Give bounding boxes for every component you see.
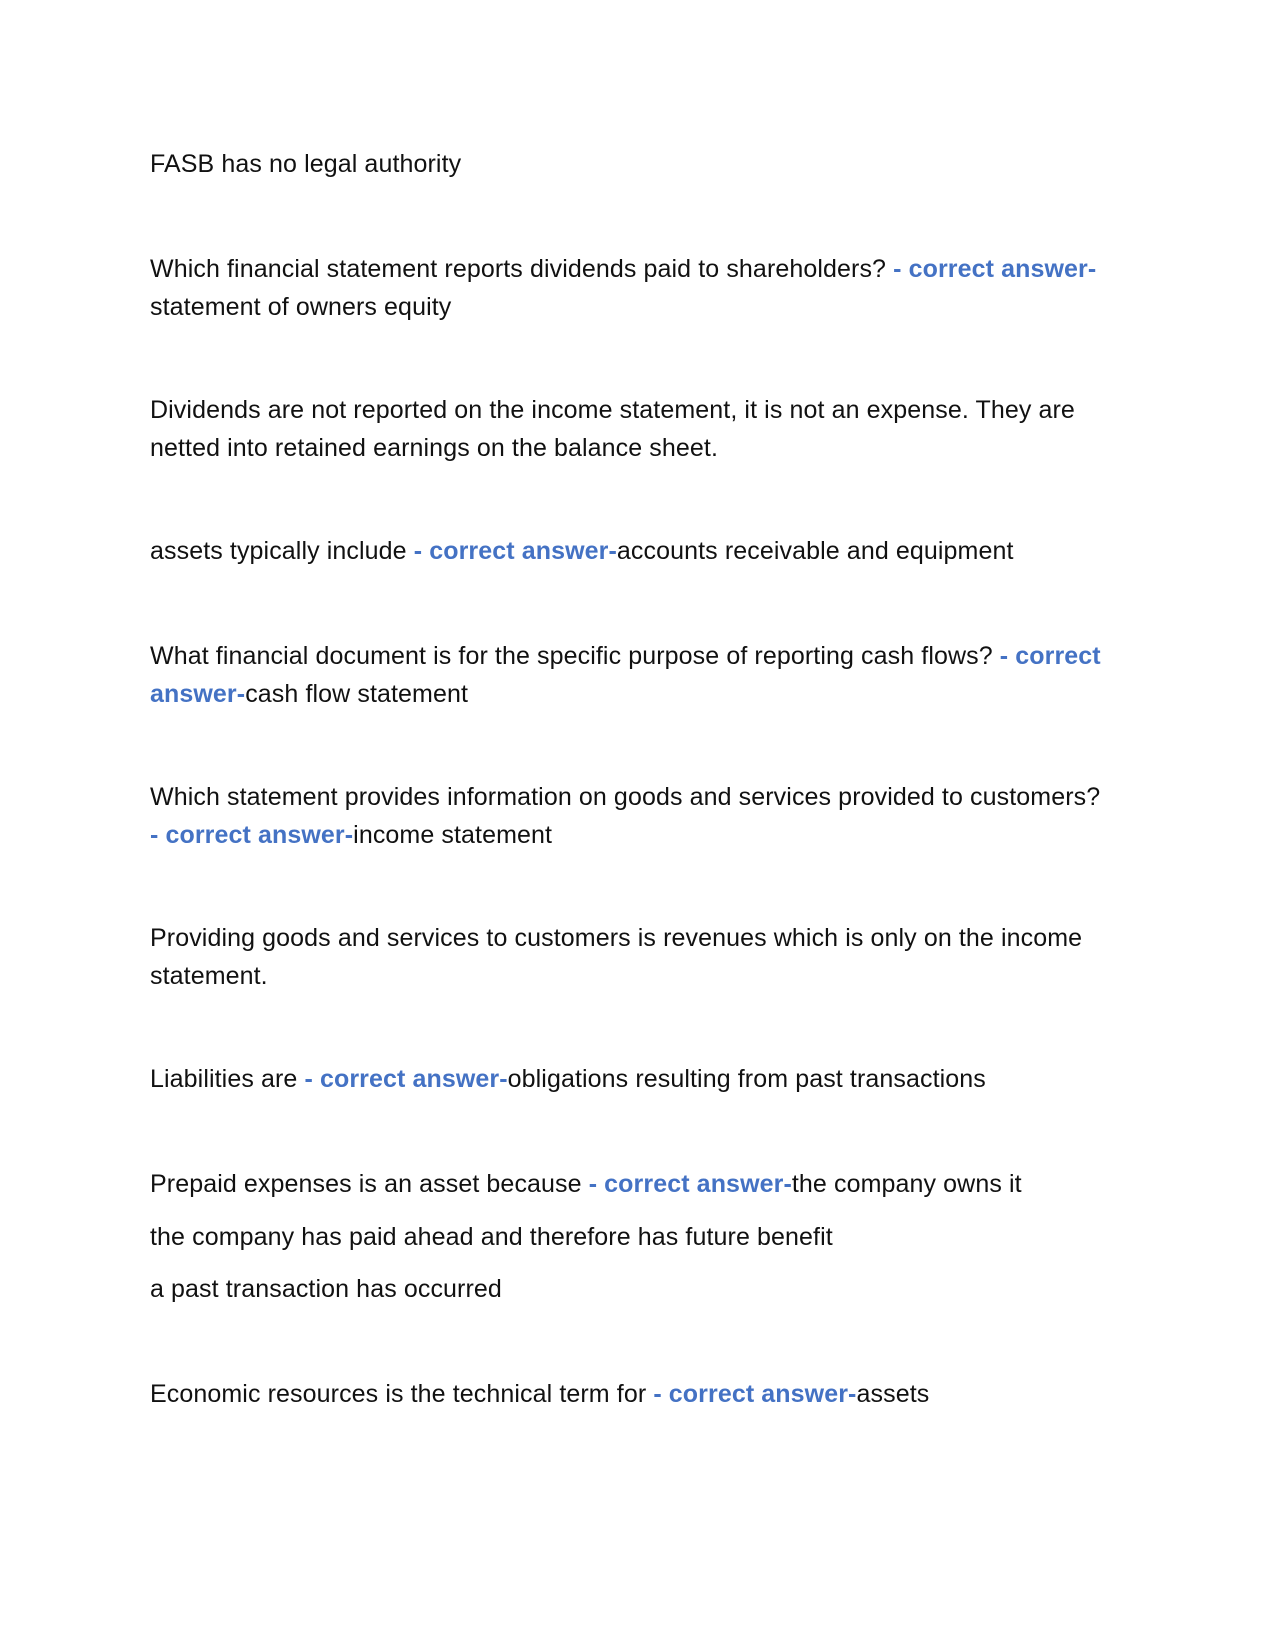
qa-item-goods-services xyxy=(150,778,1110,854)
statement-text: a past transaction has occurred xyxy=(150,1275,502,1303)
qa-item-economic-resources xyxy=(150,1375,1110,1413)
question-text: Prepaid expenses is an asset because xyxy=(150,1170,589,1198)
question-text: What financial document is for the specific purpose of reporting cash flows? xyxy=(150,642,1000,670)
answer-text: assets xyxy=(856,1380,930,1408)
question-text: Which statement provides information on goods and services provided to customers? xyxy=(150,783,1101,811)
qa-item-cash-flows xyxy=(150,637,1110,713)
correct-answer-label: - correct answer- xyxy=(413,537,617,565)
paragraph-10 xyxy=(150,1218,1110,1256)
qa-item-liabilities xyxy=(150,1060,1110,1098)
answer-text: statement of owners equity xyxy=(150,293,452,321)
question-text: Liabilities are xyxy=(150,1065,305,1093)
correct-answer-label: - correct answer- xyxy=(893,255,1097,283)
correct-answer-label: - correct answer- xyxy=(304,1065,508,1093)
correct-answer-label: - correct answer- xyxy=(588,1170,792,1198)
question-text: Economic resources is the technical term for xyxy=(150,1380,654,1408)
qa-item-assets xyxy=(150,532,1110,570)
correct-answer-label: - correct answer- xyxy=(150,821,354,849)
statement-text: the company has paid ahead and therefore has future benefit xyxy=(150,1223,833,1251)
statement-text: Providing goods and services to customers is revenues which is only on the income statement. xyxy=(150,924,1083,990)
correct-answer-label: - correct answer- xyxy=(653,1380,857,1408)
answer-text: cash flow statement xyxy=(245,680,469,708)
answer-text: the company owns it xyxy=(791,1170,1022,1198)
correct-answer-label: - correct answer- xyxy=(150,642,1101,708)
statement-text: FASB has no legal authority xyxy=(150,150,462,178)
paragraph-3 xyxy=(150,391,1110,467)
paragraph-1 xyxy=(150,145,1110,183)
answer-text: income statement xyxy=(353,821,553,849)
qa-item-dividends xyxy=(150,250,1110,326)
paragraph-7 xyxy=(150,919,1110,995)
qa-item-prepaid-expenses xyxy=(150,1165,1110,1203)
answer-text: obligations resulting from past transactions xyxy=(507,1065,986,1093)
question-text: assets typically include xyxy=(150,537,414,565)
statement-text: Dividends are not reported on the income statement, it is not an expense. They are netted into retained earnings on the balance sheet. xyxy=(150,396,1075,462)
paragraph-11 xyxy=(150,1270,1110,1308)
answer-text: accounts receivable and equipment xyxy=(616,537,1014,565)
question-text: Which financial statement reports dividends paid to shareholders? xyxy=(150,255,894,283)
